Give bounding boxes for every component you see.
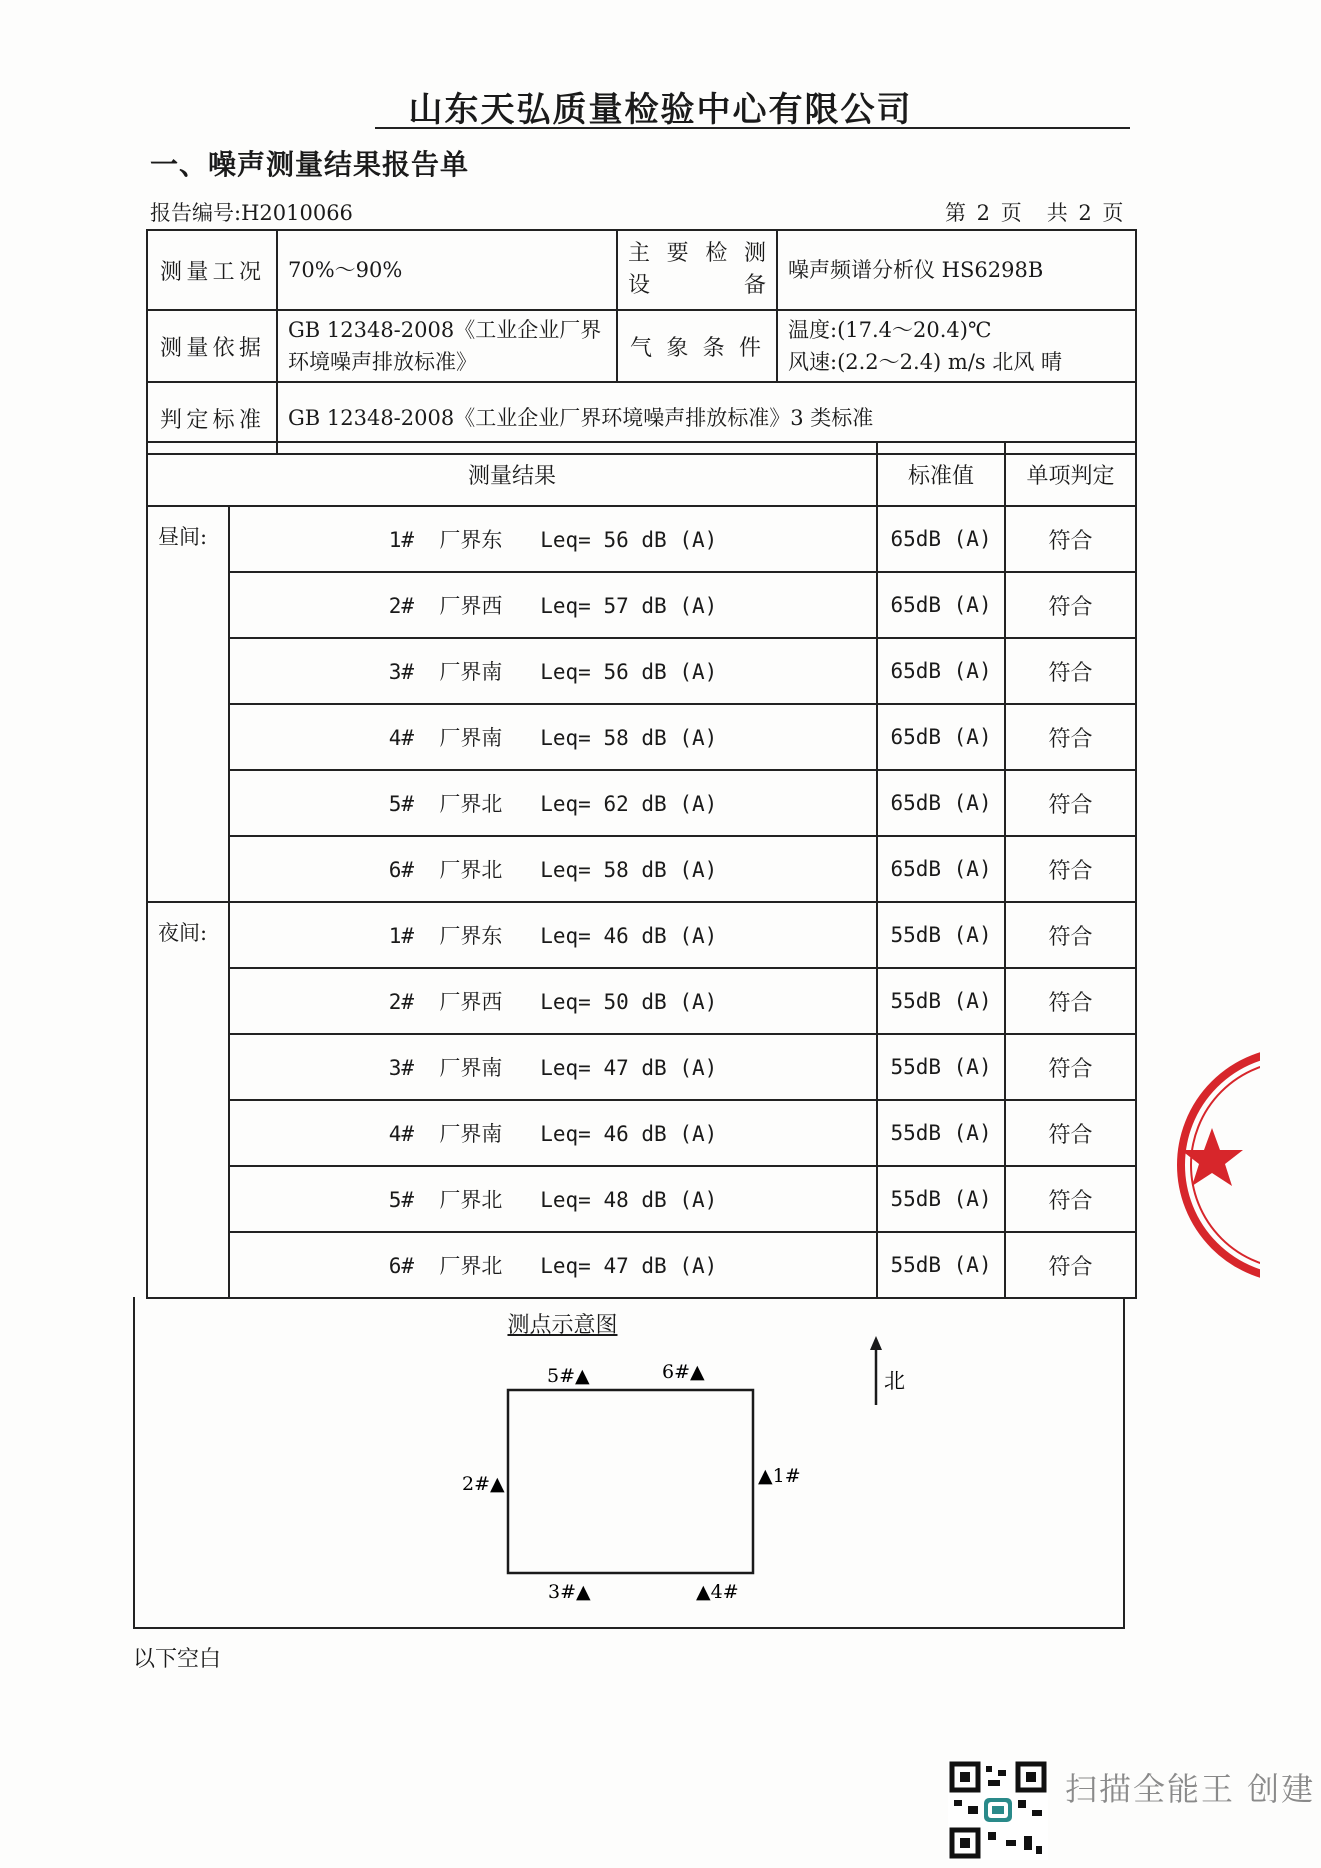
diagram-title: 测点示意图 (507, 1313, 618, 1338)
diagram-point-4: ▲4# (696, 1581, 739, 1603)
condition-value: 70%～90% (277, 230, 617, 310)
measurement-result: 4# 厂界南 Leq= 58 dB (A) (229, 704, 877, 770)
equipment-value: 噪声频谱分析仪 HS6298B (777, 230, 1136, 310)
measurement-result: 6# 厂界北 Leq= 58 dB (A) (229, 836, 877, 902)
standard-value: 55dB (A) (877, 968, 1005, 1034)
judgement-result: 符合 (1005, 836, 1136, 902)
standard-value: 65dB (A) (877, 506, 1005, 572)
scanner-watermark: 扫描全能王 创建 (1065, 1770, 1316, 1808)
standard-value: 55dB (A) (877, 902, 1005, 968)
diagram-point-5: 5#▲ (547, 1365, 590, 1387)
judgement-result: 符合 (1005, 1232, 1136, 1298)
measurement-result: 1# 厂界东 Leq= 46 dB (A) (229, 902, 877, 968)
north-label: 北 (884, 1369, 905, 1393)
judgement-result: 符合 (1005, 704, 1136, 770)
measurement-result: 4# 厂界南 Leq= 46 dB (A) (229, 1100, 877, 1166)
judgement-result: 符合 (1005, 902, 1136, 968)
blank-below-note: 以下空白 (133, 1647, 222, 1672)
criterion-value: GB 12348-2008《工业企业厂界环境噪声排放标准》3 类标准 (277, 382, 1136, 454)
measurement-result: 3# 厂界南 Leq= 56 dB (A) (229, 638, 877, 704)
col-header-judgement: 单项判定 (1005, 442, 1136, 506)
criterion-label: 判定标准 (147, 382, 277, 454)
plant-boundary (508, 1390, 753, 1573)
basis-value-line2: 环境噪声排放标准》 (288, 350, 477, 374)
measurement-result: 2# 厂界西 Leq= 57 dB (A) (229, 572, 877, 638)
weather-temperature: 温度:(17.4～20.4)℃ (788, 318, 992, 342)
judgement-result: 符合 (1005, 1166, 1136, 1232)
section-title: 一、噪声测量结果报告单 (150, 148, 470, 181)
diagram-point-1: ▲1# (758, 1465, 801, 1487)
judgement-result: 符合 (1005, 968, 1136, 1034)
seal-star-icon (1181, 1128, 1243, 1186)
north-arrow-head (870, 1336, 882, 1350)
basis-label: 测量依据 (147, 310, 277, 382)
standard-value: 65dB (A) (877, 770, 1005, 836)
equipment-label-line1: 主 要 检 测 (628, 241, 766, 266)
company-name: 山东天弘质量检验中心有限公司 (408, 90, 913, 130)
standard-value: 65dB (A) (877, 704, 1005, 770)
inspection-seal (1170, 1040, 1260, 1290)
judgement-result: 符合 (1005, 506, 1136, 572)
diagram-point-6: 6#▲ (662, 1361, 705, 1383)
judgement-result: 符合 (1005, 572, 1136, 638)
report-number: 报告编号:H2010066 (150, 201, 353, 225)
night-period-label: 夜间: (147, 902, 229, 1298)
measurement-result: 2# 厂界西 Leq= 50 dB (A) (229, 968, 877, 1034)
standard-value: 65dB (A) (877, 638, 1005, 704)
standard-value: 55dB (A) (877, 1166, 1005, 1232)
measurement-result: 5# 厂界北 Leq= 62 dB (A) (229, 770, 877, 836)
judgement-result: 符合 (1005, 638, 1136, 704)
equipment-label-line2: 设 备 (628, 273, 766, 298)
judgement-result: 符合 (1005, 770, 1136, 836)
qr-code-icon (948, 1760, 1048, 1860)
standard-value: 65dB (A) (877, 836, 1005, 902)
page-info: 第 2 页 共 2 页 (945, 201, 1126, 225)
standard-value: 55dB (A) (877, 1232, 1005, 1298)
diagram-point-2: 2#▲ (462, 1473, 505, 1495)
basis-value-line1: GB 12348-2008《工业企业厂界 (288, 318, 602, 342)
standard-value: 55dB (A) (877, 1034, 1005, 1100)
measurement-result: 5# 厂界北 Leq= 48 dB (A) (229, 1166, 877, 1232)
standard-value: 55dB (A) (877, 1100, 1005, 1166)
measurement-result: 1# 厂界东 Leq= 56 dB (A) (229, 506, 877, 572)
condition-label: 测量工况 (147, 230, 277, 310)
diagram-point-3: 3#▲ (548, 1581, 591, 1603)
measurement-result: 3# 厂界南 Leq= 47 dB (A) (229, 1034, 877, 1100)
col-header-result: 测量结果 (147, 442, 877, 506)
col-header-standard: 标准值 (877, 442, 1005, 506)
standard-value: 65dB (A) (877, 572, 1005, 638)
day-period-label: 昼间: (147, 506, 229, 902)
judgement-result: 符合 (1005, 1100, 1136, 1166)
judgement-result: 符合 (1005, 1034, 1136, 1100)
measurement-result: 6# 厂界北 Leq= 47 dB (A) (229, 1232, 877, 1298)
weather-label: 气象条件 (617, 310, 777, 382)
weather-wind: 风速:(2.2～2.4) m/s 北风 晴 (788, 350, 1063, 374)
